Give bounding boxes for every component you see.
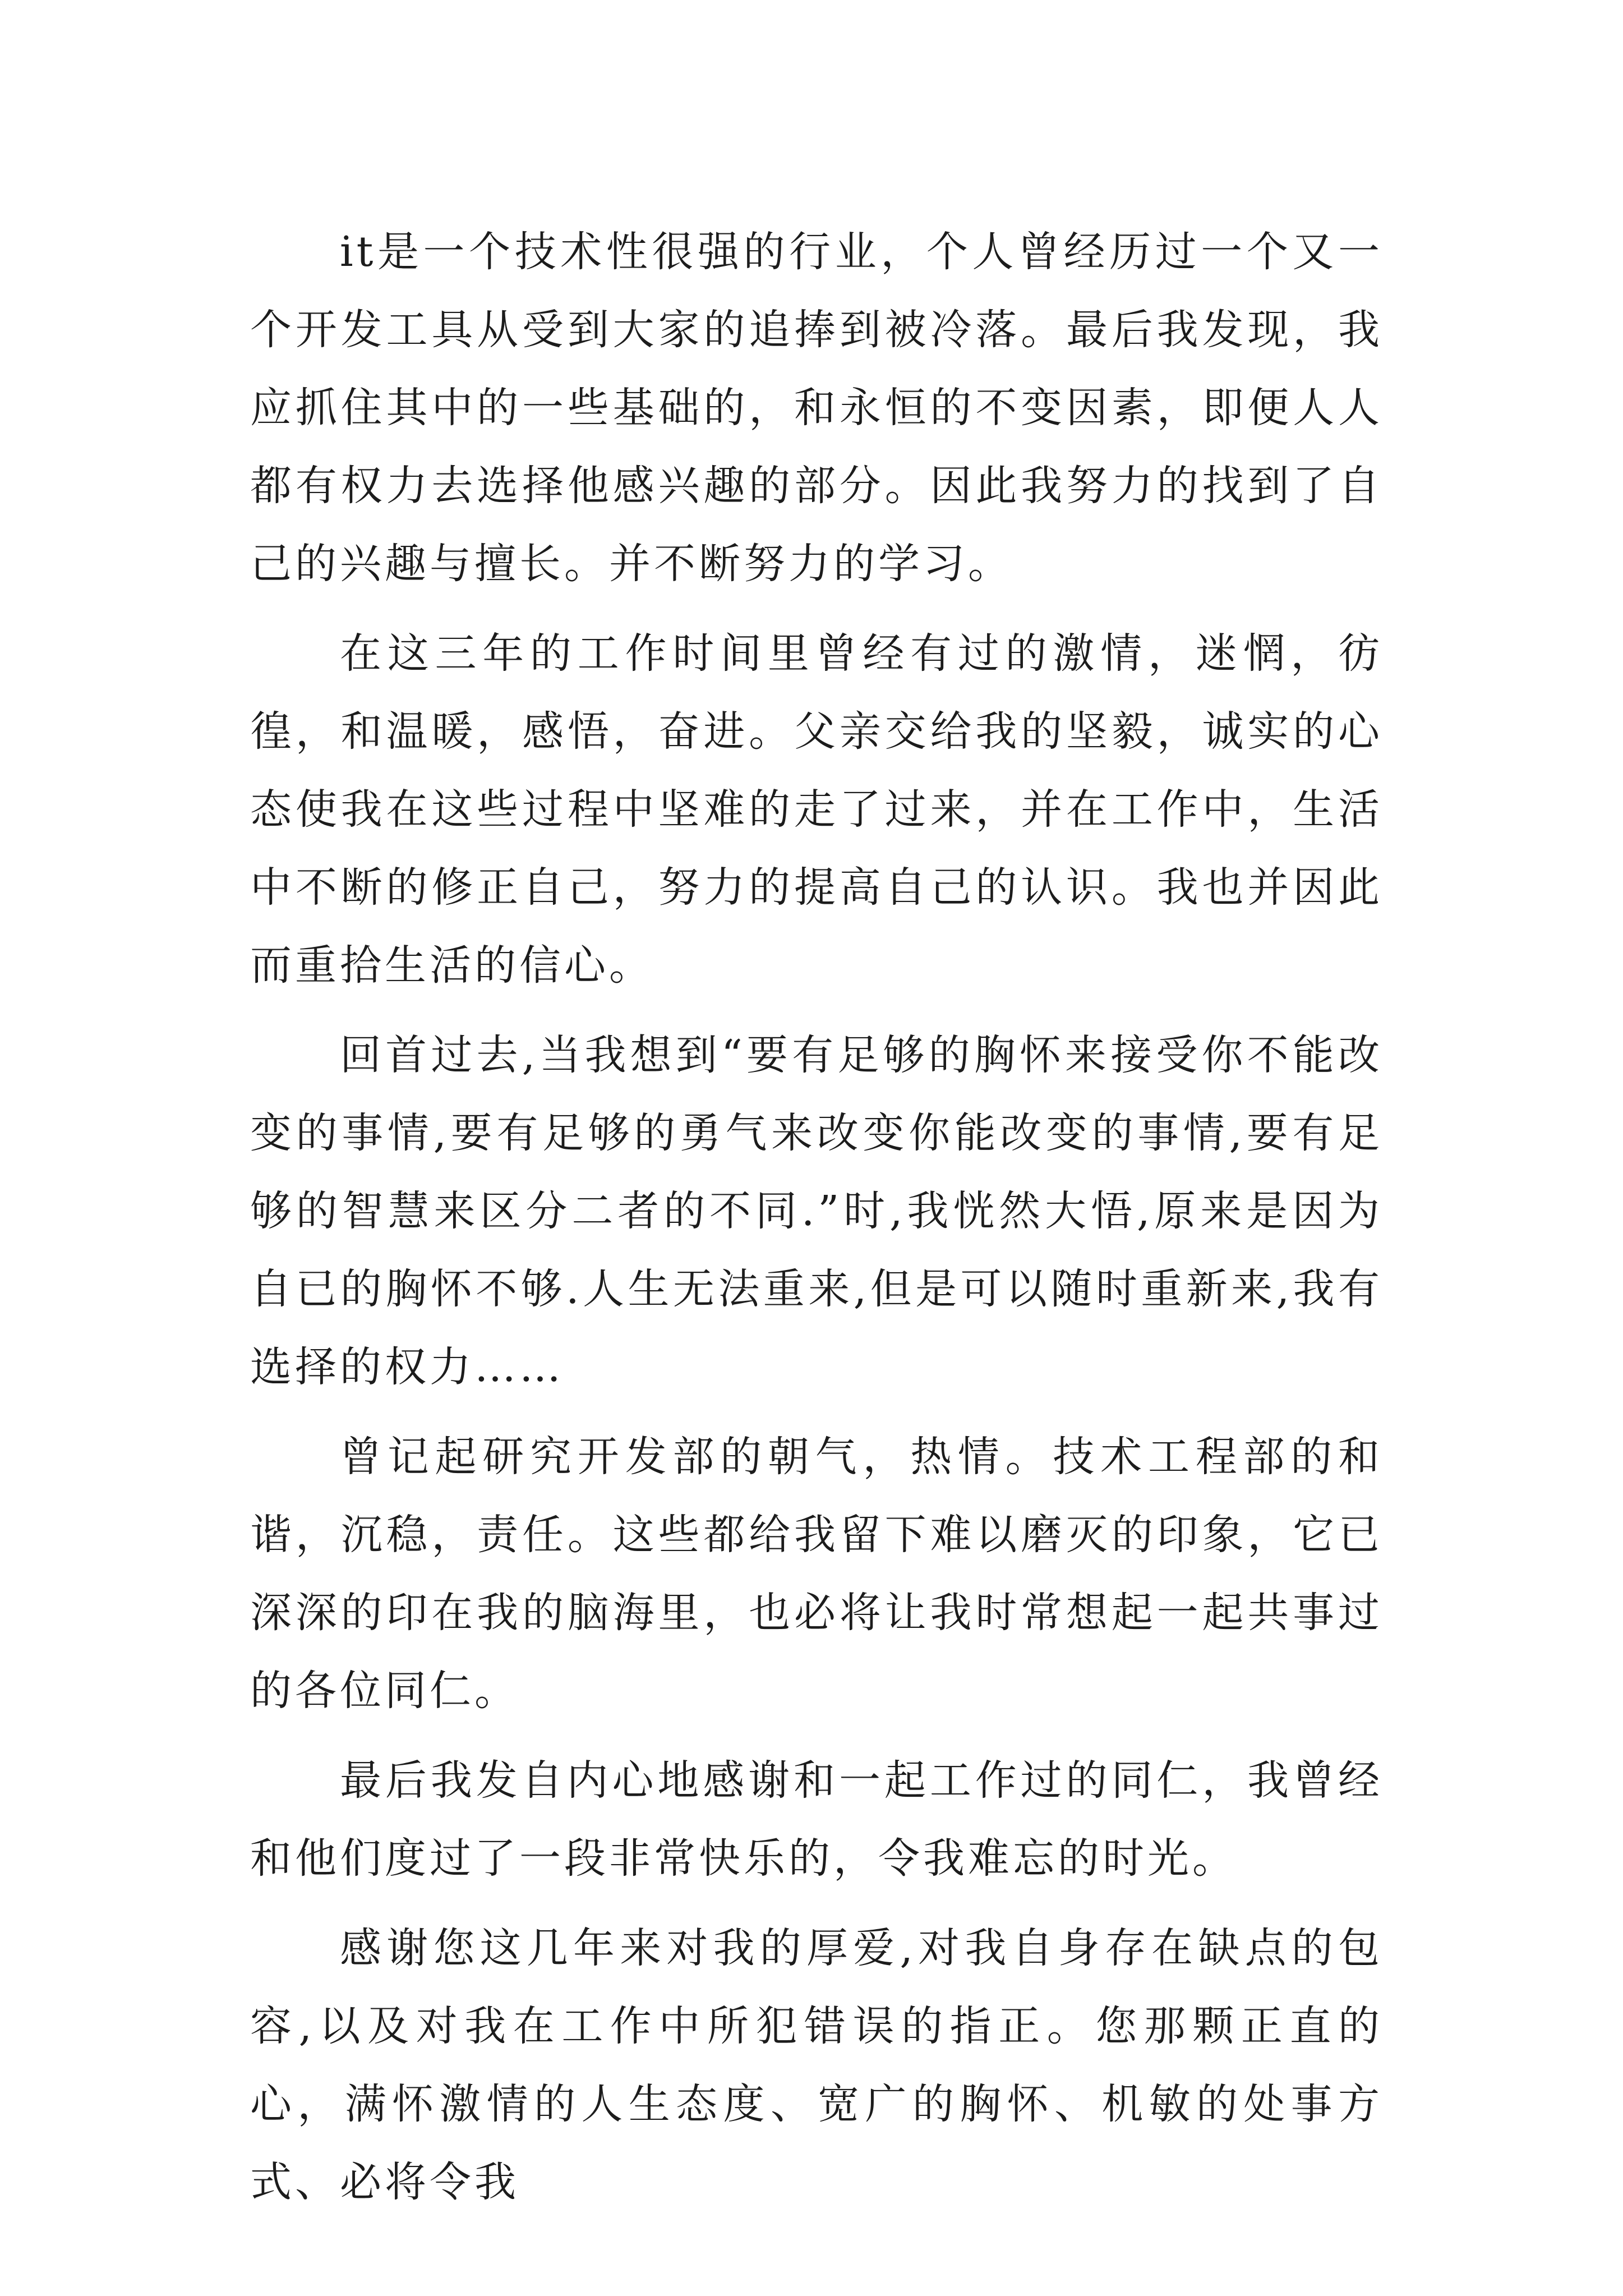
- document-body: [250, 213, 1383, 2233]
- paragraph-2: 在这三年的工作时间里曾经有过的激情，迷惘，彷徨，和温暖，感悟，奋进。父亲交给我的坚毅，诚实的心态使我在这些过程中坚难的走了过来，并在工作中，生活中不断的修正自己，努力的提高自己的认识。我也并因此而重拾生活的信心。: [250, 629, 1383, 990]
- paragraph-4: 曾记起研究开发部的朝气，热情。技术工程部的和谐，沉稳，责任。这些都给我留下难以磨灭的印象，它已深深的印在我的脑海里，也必将让我时常想起一起共事过的各位同仁。: [250, 1433, 1383, 1715]
- paragraph-5: 最后我发自内心地感谢和一起工作过的同仁，我曾经和他们度过了一段非常快乐的，令我难忘的时光。: [250, 1756, 1383, 1883]
- paragraph-3: 回首过去,当我想到“要有足够的胸怀来接受你不能改变的事情,要有足够的勇气来改变你能改变的事情,要有足够的智慧来区分二者的不同.”时,我恍然大悟,原来是因为自已的胸怀不够.人生无法重来,但是可以随时重新来,我有选择的权力……: [250, 1031, 1383, 1391]
- paragraph-1: it是一个技术性很强的行业，个人曾经历过一个又一个开发工具从受到大家的追捧到被冷落。最后我发现，我应抓住其中的一些基础的，和永恒的不变因素，即便人人都有权力去选择他感兴趣的部分。因此我努力的找到了自己的兴趣与擅长。并不断努力的学习。: [250, 228, 1383, 588]
- paragraph-6: 感谢您这几年来对我的厚爱,对我自身存在缺点的包容,以及对我在工作中所犯错误的指正。您那颗正直的心，满怀激情的人生态度、宽广的胸怀、机敏的处事方式、必将令我: [250, 1924, 1383, 2206]
